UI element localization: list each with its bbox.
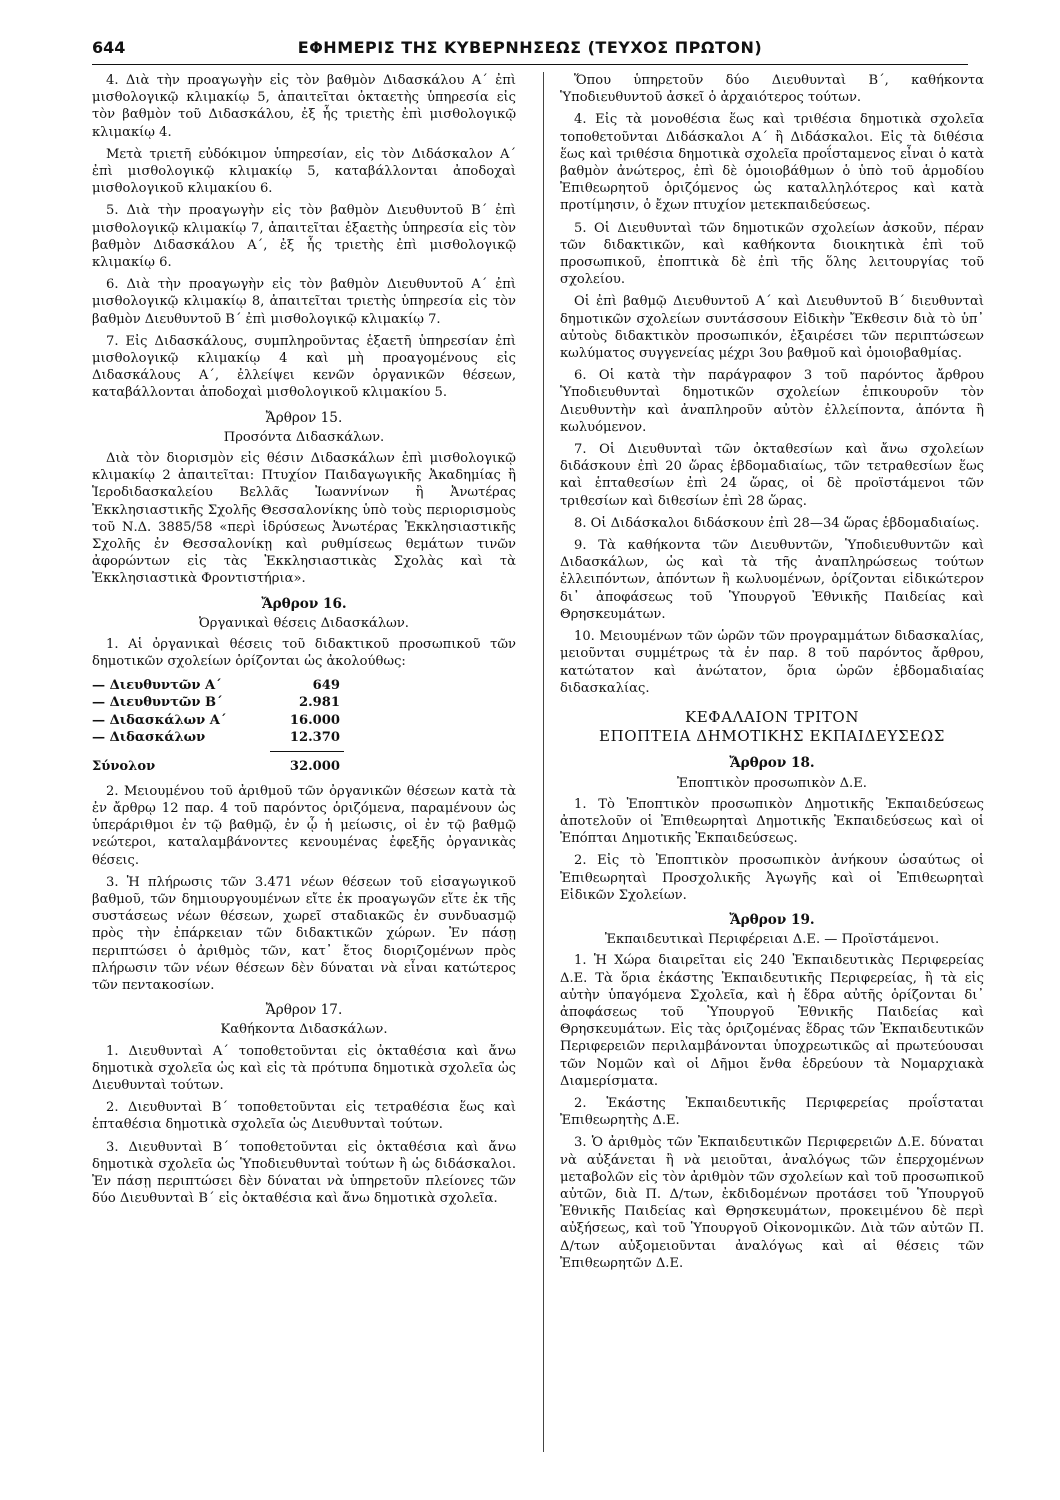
positions-table <box>92 677 516 775</box>
paragraph: 7. Οἱ Διευθυνταὶ τῶν ὀκταθεσίων καὶ ἄνω σχολείων διδάσκουν ἐπὶ 20 ὥρας ἑβδομαδιαίως, τῶν τετραθεσίων ἕως καὶ ἑπταθεσίων ἐπὶ 24 ὥρας, οἱ δὲ προϊστάμενοι τῶν τριθεσίων καὶ διθεσίων ἐπὶ 28 ὥρας. <box>560 442 984 509</box>
table-row <box>92 712 516 730</box>
position-label: — Διευθυντῶν Β΄ <box>92 695 223 710</box>
article-19-subtitle: Ἐκπαιδευτικαὶ Περιφέρειαι Δ.Ε. — Προϊστάμενοι. <box>604 932 940 948</box>
total-row <box>92 758 516 775</box>
paragraph: 8. Οἱ Διδάσκαλοι διδάσκουν ἐπὶ 28—34 ὥρας ἑβδομαδιαίως. <box>574 515 980 531</box>
paragraph: 2. Εἰς τὸ Ἐποπτικὸν προσωπικὸν ἀνήκουν ὡσαύτως οἱ Ἐπιθεωρηταὶ Προσχολικῆς Ἀγωγῆς καὶ οἱ Ἐπιθεωρηταὶ Εἰδικῶν Σχολείων. <box>560 853 984 903</box>
paragraph: 1. Διευθυνταὶ Α΄ τοποθετοῦνται εἰς ὀκταθέσια καὶ ἄνω δημοτικὰ σχολεῖα ὡς καὶ εἰς τὰ πρότυπα δημοτικὰ σχολεῖα ὡς Διευθυνταὶ τούτων. <box>92 1043 516 1093</box>
paragraph: 2. Ἑκάστης Ἐκπαιδευτικῆς Περιφερείας προΐσταται Ἐπιθεωρητὴς Δ.Ε. <box>560 1095 984 1129</box>
article-16-subtitle: Ὀργανικαὶ θέσεις Διδασκάλων. <box>199 615 409 631</box>
article-15-subtitle: Προσόντα Διδασκάλων. <box>223 429 385 445</box>
position-label: — Διδασκάλων <box>92 730 206 745</box>
article-18-subtitle: Ἐποπτικὸν προσωπικὸν Δ.Ε. <box>677 775 867 791</box>
chapter-title: ΚΕΦΑΛΑΙΟΝ ΤΡΙΤΟΝ <box>684 707 860 726</box>
paragraph: 6. Οἱ κατὰ τὴν παράγραφον 3 τοῦ παρόντος ἄρθρου Ὑποδιευθυνταὶ δημοτικῶν σχολείων ἐπικουροῦν τὸν Διευθυντὴν καὶ ἀναπληροῦν αὐτὸν ἐλλείποντα, ἀπόντα ἢ κωλυόμενον. <box>560 368 984 435</box>
paragraph: Μετὰ τριετῆ εὐδόκιμον ὑπηρεσίαν, εἰς τὸν Διδάσκαλον Α΄ ἐπὶ μισθολογικῷ κλιμακίῳ 5, καταβάλλονται ἀποδοχαὶ μισθολογικοῦ κλιμακίου 6. <box>92 146 516 197</box>
total-label: Σύνολον <box>92 758 156 774</box>
table-row <box>92 729 516 747</box>
paragraph: 9. Τὰ καθήκοντα τῶν Διευθυντῶν, Ὑποδιευθυντῶν καὶ Διδασκάλων, ὡς καὶ τὰ τῆς ἀναπληρώσεως τούτων ἐλλειπόντων, ἀπόντων ἢ κωλυομένων, ὁρίζονται εἰδικώτερον δι᾽ ἀποφάσεως τοῦ Ὑπουργοῦ Ἐθνικῆς Παιδείας καὶ Θρησκευμάτων. <box>560 538 984 622</box>
article-17-subtitle: Καθήκοντα Διδασκάλων. <box>220 1022 388 1038</box>
page-header <box>92 38 968 62</box>
total-value: 32.000 <box>289 758 340 774</box>
paragraph: 2. Διευθυνταὶ Β΄ τοποθετοῦνται εἰς τετραθέσια ἕως καὶ ἑπταθέσια δημοτικὰ σχολεῖα ὡς Διευθυνταὶ τούτων. <box>92 1100 516 1133</box>
position-value: 12.370 <box>289 730 340 745</box>
table-row <box>92 677 516 695</box>
left-column <box>92 72 516 1212</box>
article-15-title: Ἄρθρον 15. <box>265 409 343 426</box>
total-rule <box>270 751 344 752</box>
paragraph: 4. Εἰς τὰ μονοθέσια ἕως καὶ τριθέσια δημοτικὰ σχολεῖα τοποθετοῦνται Διδάσκαλοι Α΄ ἢ Διδάσκαλοι. Εἰς τὰ διθέσια ἕως καὶ τριθέσια δημοτικὰ σχολεῖα προΐσταμενος εἶναι ὁ κατὰ βαθμὸν ἀνώτερος, ἐπὶ δὲ ὁμοιοβάθμων ὁ ὑπὸ τοῦ ἁρμοδίου Ἐπιθεωρητοῦ ὁριζόμενος ὡς καταλληλότερος καὶ κατὰ προτίμησιν, ὁ ἔχων πτυχίον μετεκπαιδεύσεως. <box>560 112 984 214</box>
column-divider <box>543 72 544 1452</box>
paragraph: 5. Διὰ τὴν προαγωγὴν εἰς τὸν βαθμὸν Διευθυντοῦ Β΄ ἐπὶ μισθολογικῷ κλιμακίῳ 7, ἀπαιτεῖται ἑξαετὴς ὑπηρεσία εἰς τὸν βαθμὸν Διδασκάλου Α΄, ἐξ ἧς τριετὴς ἐπὶ μισθολογικῷ κλιμακίῳ 6. <box>92 203 516 271</box>
position-label: — Διδασκάλων Α΄ <box>92 712 227 728</box>
paragraph: 3. Ὁ ἀριθμὸς τῶν Ἐκπαιδευτικῶν Περιφερειῶν Δ.Ε. δύναται νὰ αὐξάνεται ἢ νὰ μειοῦται, ἀναλόγως τῶν ἐπερχομένων μεταβολῶν εἰς τὸν ἀριθμὸν τῶν σχολείων καὶ τοῦ προσωπικοῦ αὐτῶν, διὰ Π. Δ/των, ἐκδιδομένων προτάσει τοῦ Ὑπουργοῦ Ἐθνικῆς Παιδείας καὶ Θρησκευμάτων, προκειμένου δὲ περὶ αὐξήσεως, καὶ τοῦ Ὑπουργοῦ Οἰκονομικῶν. Διὰ τῶν αὐτῶν Π. Δ/των αὐξομειοῦνται ἀναλόγως καὶ αἱ θέσεις τῶν Ἐπιθεωρητῶν Δ.Ε. <box>560 1135 984 1271</box>
paragraph: Διὰ τὸν διορισμὸν εἰς θέσιν Διδασκάλων ἐπὶ μισθολογικῷ κλιμακίῳ 2 ἀπαιτεῖται: Πτυχίον Παιδαγωγικῆς Ἀκαδημίας ἢ Ἱεροδιδασκαλείου Βελλᾶς Ἰωαννίνων ἢ Ἀνωτέρας Ἐκκλησιαστικῆς Σχολῆς Θεσσαλονίκης ὑπὸ τοὺς περιορισμοὺς τοῦ Ν.Δ. 3885/58 «περὶ ἱδρύσεως Ἀνωτέρας Ἐκκλησιαστικῆς Σχολῆς ἐν Θεσσαλονίκῃ καὶ ρυθμίσεως θεμάτων τινῶν ἀφορώντων εἰς τὰς Ἐκκλησιαστικὰς Σχολὰς καὶ τὰ Ἐκκλησιαστικὰ Φροντιστήρια». <box>92 451 516 587</box>
paragraph: 1. Τὸ Ἐποπτικὸν προσωπικὸν Δημοτικῆς Ἐκπαιδεύσεως ἀποτελοῦν οἱ Ἐπιθεωρηταὶ Δημοτικῆς Ἐκπαιδεύσεως καὶ οἱ Ἐπόπται Δημοτικῆς Ἐκπαιδεύσεως. <box>560 796 984 847</box>
chapter-subtitle: ΕΠΟΠΤΕΙΑ ΔΗΜΟΤΙΚΗΣ ΕΚΠΑΙΔΕΥΣΕΩΣ <box>599 727 945 746</box>
article-16-title: Ἄρθρον 16. <box>261 595 347 612</box>
paragraph: 4. Διὰ τὴν προαγωγὴν εἰς τὸν βαθμὸν Διδασκάλου Α΄ ἐπὶ μισθολογικῷ κλιμακίῳ 5, ἀπαιτεῖται ὀκταετὴς ὑπηρεσία εἰς τὸν βαθμὸν τοῦ Διδασκάλου, ἐξ ἧς τριετὴς ἐπὶ μισθολογικῷ κλιμακίῳ 4. <box>92 73 516 140</box>
gazette-title: ΕΦΗΜΕΡΙΣ ΤΗΣ ΚΥΒΕΡΝΗΣΕΩΣ (ΤΕΥΧΟΣ ΠΡΩΤΟΝ) <box>297 38 763 57</box>
paragraph: 10. Μειουμένων τῶν ὡρῶν τῶν προγραμμάτων διδασκαλίας, μειοῦνται συμμέτρως τὰ ἐν παρ. 8 τοῦ παρόντος ἄρθρου, κατώτατον καὶ ἀνώτατον, ὅρια ὡρῶν ἑβδομαδιαίας διδασκαλίας. <box>560 629 984 696</box>
header-rule <box>92 64 968 65</box>
page-number: 644 <box>92 38 126 57</box>
paragraph: 5. Οἱ Διευθυνταὶ τῶν δημοτικῶν σχολείων ἀσκοῦν, πέραν τῶν διδακτικῶν, καὶ καθήκοντα διοικητικὰ ἐπὶ τοῦ προσωπικοῦ, ἐποπτικὰ δὲ ἐπὶ τῆς ὅλης λειτουργίας τοῦ σχολείου. <box>560 220 984 288</box>
paragraph: Ὅπου ὑπηρετοῦν δύο Διευθυνταὶ Β΄, καθήκοντα Ὑποδιευθυντοῦ ἀσκεῖ ὁ ἀρχαιότερος τούτων. <box>560 73 984 106</box>
paragraph: 6. Διὰ τὴν προαγωγὴν εἰς τὸν βαθμὸν Διευθυντοῦ Α΄ ἐπὶ μισθολογικῷ κλιμακίῳ 8, ἀπαιτεῖται τριετὴς ὑπηρεσία εἰς τὸν βαθμὸν Διευθυντοῦ Β΄ ἐπὶ μισθολογικῷ κλιμακίῳ 7. <box>92 277 516 327</box>
paragraph: 3. Διευθυνταὶ Β΄ τοποθετοῦνται εἰς ὀκταθέσια καὶ ἄνω δημοτικὰ σχολεῖα ὡς Ὑποδιευθυνταὶ τούτων ἢ ὡς διδάσκαλοι. Ἐν πάσῃ περιπτώσει δὲν δύναται νὰ ὑπηρετοῦν πλείονες τῶν δύο Διευθυνταὶ Β΄ εἰς ὀκταθέσια καὶ ἄνω δημοτικὰ σχολεῖα. <box>92 1139 516 1207</box>
right-column <box>560 72 984 1277</box>
paragraph: Οἱ ἐπὶ βαθμῷ Διευθυντοῦ Α΄ καὶ Διευθυντοῦ Β΄ διευθυνταὶ δημοτικῶν σχολείων συντάσσουν Εἰδικὴν Ἔκθεσιν διὰ τὸ ὑπ᾽ αὐτοὺς διδακτικὸν προσωπικόν, ἐξαιρέσει τῶν περιπτώσεων κωλύματος συγγενείας μέχρι 3ου βαθμοῦ καὶ ὁμοιοβαθμίας. <box>560 294 984 362</box>
position-value: 16.000 <box>289 712 340 728</box>
position-value: 2.981 <box>298 695 340 710</box>
paragraph: 2. Μειουμένου τοῦ ἀριθμοῦ τῶν ὀργανικῶν θέσεων κατὰ τὰ ἐν ἄρθρῳ 12 παρ. 4 τοῦ παρόντος ὁριζόμενα, παραμένουν ὡς ὑπεράριθμοι ἐν τῷ βαθμῷ, ἐν ᾧ ἡ μείωσις, οἱ ἐν τῷ βαθμῷ νεώτεροι, καταλαμβάνοντες κενουμένας ἐφεξῆς ὀργανικὰς θέσεις. <box>92 783 516 868</box>
paragraph: 7. Εἰς Διδασκάλους, συμπληροῦντας ἑξαετῆ ὑπηρεσίαν ἐπὶ μισθολογικῷ κλιμακίῳ 4 καὶ μὴ προαγομένους εἰς Διδασκάλους Α΄, ἐλλείψει κενῶν ὀργανικῶν θέσεων, καταβάλλονται ἀποδοχαὶ μισθολογικοῦ κλιμακίου 5. <box>92 333 516 401</box>
position-value: 649 <box>312 677 340 693</box>
paragraph: 1. Ἡ Χώρα διαιρεῖται εἰς 240 Ἐκπαιδευτικὰς Περιφερείας Δ.Ε. Τὰ ὅρια ἑκάστης Ἐκπαιδευτικῆς Περιφερείας, ἢ τὰ εἰς αὐτὴν ὑπαγόμενα Σχολεῖα, καὶ ἡ ἕδρα αὐτῆς ὁρίζονται δι᾽ ἀποφάσεως τοῦ Ὑπουργοῦ Ἐθνικῆς Παιδείας καὶ Θρησκευμάτων. Εἰς τὰς ὁριζομένας ἕδρας τῶν Ἐκπαιδευτικῶν Περιφερειῶν περιλαμβάνονται ὑποχρεωτικῶς αἱ πρωτεύουσαι τῶν Νομῶν καὶ οἱ Δῆμοι ἔνθα ἑδρεύουν τὰ Νομαρχιακὰ Διαμερίσματα. <box>560 953 984 1089</box>
article-17-title: Ἄρθρον 17. <box>265 1002 343 1019</box>
table-row <box>92 694 516 712</box>
position-label: — Διευθυντῶν Α΄ <box>92 677 222 693</box>
article-19-title: Ἄρθρον 19. <box>729 911 815 928</box>
paragraph: 1. Αἱ ὀργανικαὶ θέσεις τοῦ διδακτικοῦ προσωπικοῦ τῶν δημοτικῶν σχολείων ὁρίζονται ὡς ἀκολούθως: <box>92 637 516 670</box>
paragraph: 3. Ἡ πλήρωσις τῶν 3.471 νέων θέσεων τοῦ εἰσαγωγικοῦ βαθμοῦ, τῶν δημιουργουμένων εἴτε ἐκ προαγωγῶν εἴτε ἐκ τῆς συστάσεως νέων θέσεων, χωρεῖ σταδιακῶς ἐν συνδυασμῷ πρὸς τὴν ἐπάρκειαν τῶν διδακτικῶν χώρων. Ἐν πάσῃ περιπτώσει ὁ ἀριθμὸς τῶν, κατ᾽ ἔτος διοριζομένων πρὸς πλήρωσιν τῶν νέων θέσεων δὲν δύναται νὰ εἶναι κατώτερος τῶν πεντακοσίων. <box>92 874 516 993</box>
article-18-title: Ἄρθρον 18. <box>729 755 815 772</box>
